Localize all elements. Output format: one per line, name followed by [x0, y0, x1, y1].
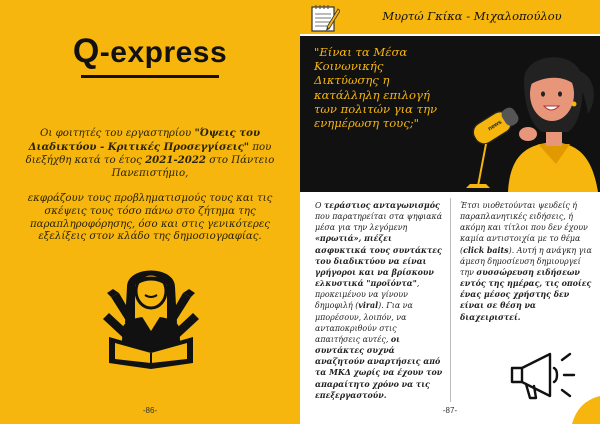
col1-seg: , προκειμένου να γίνουν δημοφιλή (: [315, 279, 420, 311]
megaphone-icon: [508, 346, 580, 402]
page-corner-decoration: [572, 396, 600, 424]
intro-p1-a: Οι φοιτητές του εργαστηρίου: [39, 128, 195, 139]
woman-speaking-microphone-illustration: [420, 40, 600, 192]
intro-paragraph-2: εκφράζουν τους προβληματισμούς τους και τις σκέψεις τους τόσο πάνω στο ζήτημα της παραπληροφόρησης, όσο και στις γενικότερες εξελίξεις στον κλάδο της δημοσιογραφίας.: [27, 193, 273, 243]
brand-rest: -express: [99, 36, 228, 69]
mic-label: news: [487, 119, 504, 133]
intro-year: 2021-2022: [145, 154, 206, 167]
article-column-2: [460, 200, 592, 323]
brand-q: Q: [72, 32, 100, 70]
column-divider: [450, 198, 451, 402]
intro-p1-c: που διεξήχθη κατά το έτος: [25, 141, 272, 167]
article-column-1: [315, 200, 443, 401]
page-number-right: -87-: [442, 406, 458, 415]
col1-seg: Ο: [315, 201, 324, 210]
col1-seg: τεράστιος ανταγωνισμός: [323, 201, 440, 210]
col1-seg: που παρατηρείται στα ψηφιακά μέσα για την λεγόμενη: [315, 212, 443, 233]
col1-seg: οι συντάκτες συχνά αναζητούν αναρτήσεις από τα ΜΚΔ χωρίς να έχουν τον απαραίτητο χρόνο να τις επεξεργαστούν.: [315, 334, 443, 400]
intro-workshop-name: "Όψεις του Διαδικτύου - Κριτικές Προσεγγίσεις": [28, 127, 261, 153]
col2-seg: ). Αυτή η ανάγκη για άμεση δημοσίευση δημιουργεί την: [460, 245, 592, 277]
right-page: [300, 0, 600, 424]
intro-text: [18, 127, 282, 244]
author-name: Μυρτώ Γκίκα - Μιχαλοπούλου: [382, 9, 562, 23]
col2-seg: συσσώρευση ειδήσεων εντός της ημέρας, τις οποίες ένας μέσος χρήστης δεν είναι σε θέση να διαχειριστεί.: [460, 267, 592, 322]
col1-seg: ). Για να μπορέσουν, λοιπόν, να ανταποκριθούν στις απαιτήσεις αυτές,: [315, 301, 413, 344]
article-question: "Είναι τα Μέσα Κοινωνικής Δικτύωσης η κατάλληλη επιλογή των πολιτών για την ενημέρωση τους;": [314, 45, 438, 131]
col2-seg: click baits: [463, 245, 509, 255]
intro-p1-e: στο Πάντειο Πανεπιστήμιο,: [111, 155, 275, 179]
col1-seg: «πρωτιά», πιέζει ασφυκτικά τους συντάκτες του διαδικτύου να είναι γρήγοροι και να βρίσκουν ελκυστικά "προϊόντα": [315, 234, 442, 289]
notepad-pencil-icon: [310, 3, 340, 33]
title-underline: [81, 75, 219, 78]
brand-title: [0, 32, 300, 71]
page-number-left: -86-: [142, 406, 158, 415]
col1-seg: viral: [358, 301, 379, 311]
student-with-pens-icon: [97, 257, 205, 369]
col2-seg: Έτσι υιοθετούνται ψευδείς ή παραπλανητικές ειδήσεις, ή ακόμη και τίτλοι που δεν έχουν καμία αντιστοιχία με το θέμα (: [460, 201, 588, 255]
intro-paragraph-1: [18, 127, 282, 180]
